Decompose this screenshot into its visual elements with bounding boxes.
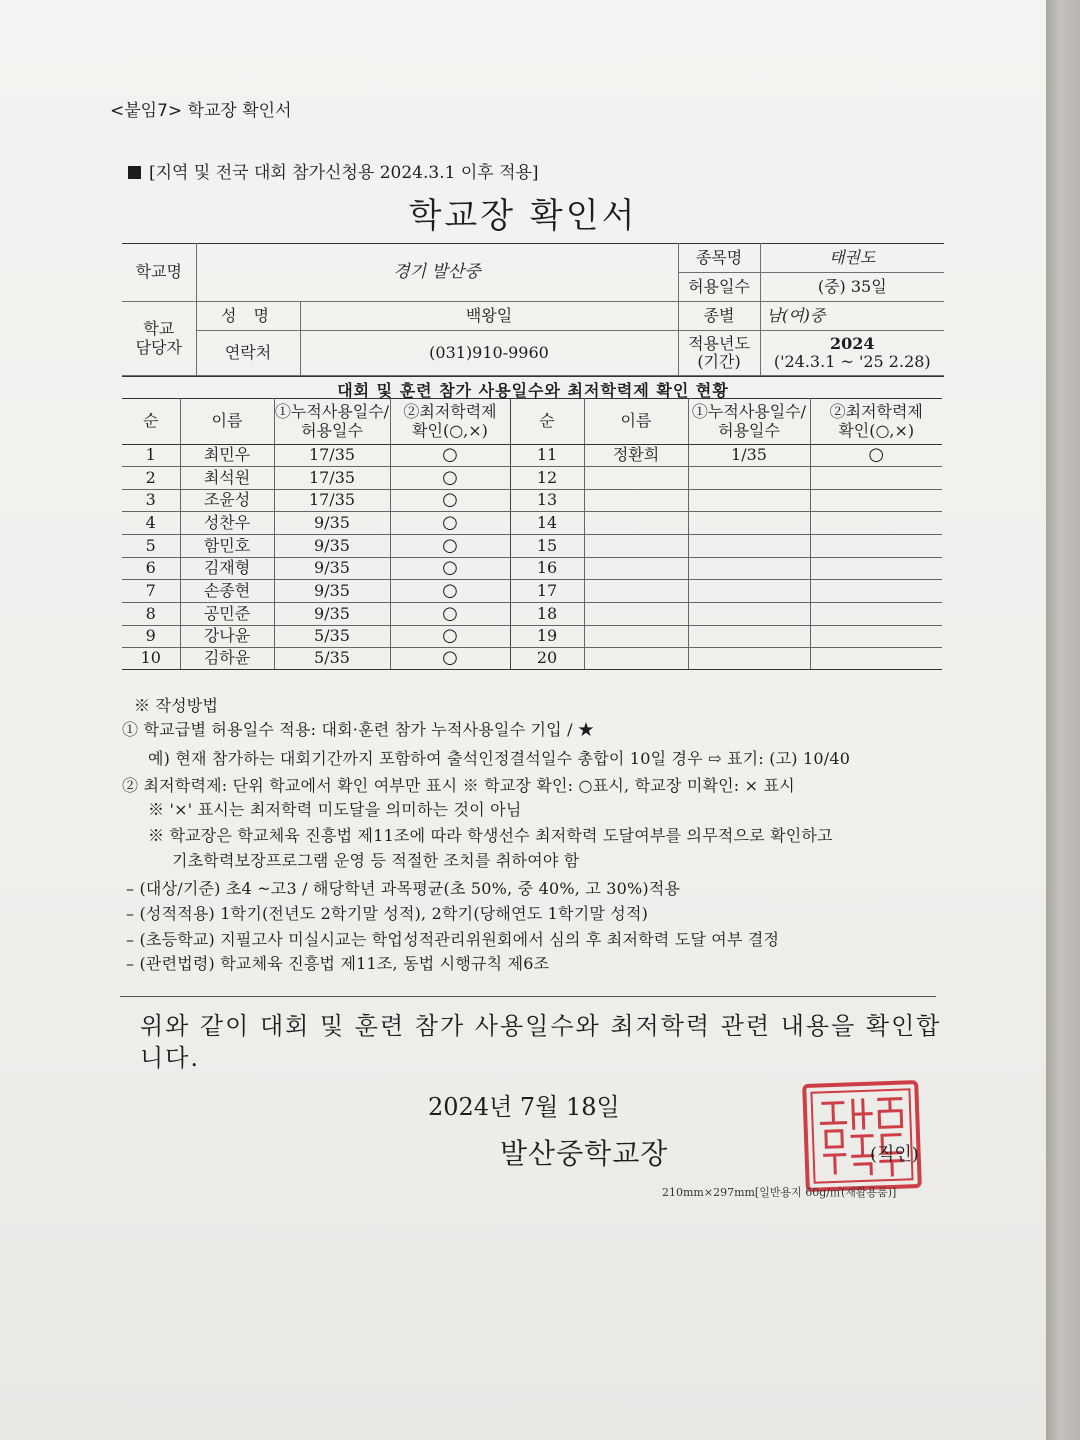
table-row	[122, 512, 942, 535]
table-row	[122, 490, 942, 512]
table-row	[122, 558, 942, 580]
year-label	[678, 331, 760, 376]
days-used: 17/35	[274, 467, 390, 490]
student-name	[584, 467, 688, 490]
days-used: 9/35	[274, 535, 390, 558]
confirmation-text-line-1: 위와 같이 대회 및 훈련 참가 사용일수와 최저학력 관련 내용을 확인합	[140, 1012, 942, 1040]
student-name: 공민준	[180, 603, 274, 626]
days-used	[688, 648, 810, 670]
official-seal	[802, 1080, 922, 1192]
manager-label	[122, 302, 196, 376]
principal-title: 발산중학교장	[500, 1137, 669, 1170]
gender-label: 종별	[678, 302, 760, 331]
section-divider	[120, 996, 936, 997]
header-no-left: 순	[122, 399, 180, 445]
student-name: 김재형	[180, 558, 274, 580]
year-label-line-2: (기간)	[697, 352, 741, 371]
row-number: 4	[122, 512, 180, 535]
note-line: – (대상/기준) 초4 ~고3 / 해당학년 과목평균(초 50%, 중 40%, 고 30%)적용	[126, 879, 681, 898]
allowed-days-value: (중) 35일	[760, 273, 944, 302]
student-name	[584, 535, 688, 558]
scope-label	[128, 158, 539, 183]
table-surface-edge	[1046, 0, 1080, 1440]
note-line: – (성적적용) 1학기(전년도 2학기말 성적), 2학기(당해연도 1학기말 성적)	[126, 904, 649, 923]
academic-check	[810, 603, 942, 626]
allowed-days-label: 허용일수	[678, 273, 760, 302]
header-days-left	[274, 399, 390, 445]
scope-text: [지역 및 전국 대회 참가신청용 2024.3.1 이후 적용]	[149, 163, 539, 183]
student-name	[584, 580, 688, 603]
row-number: 8	[122, 603, 180, 626]
header-days-line-2: 허용일수	[301, 420, 363, 440]
academic-check: ○	[810, 445, 942, 467]
row-number: 3	[122, 490, 180, 512]
row-number: 16	[510, 558, 584, 580]
days-used: 5/35	[274, 626, 390, 648]
row-number: 19	[510, 626, 584, 648]
days-used	[688, 580, 810, 603]
header-days-right	[688, 399, 810, 445]
row-number: 11	[510, 445, 584, 467]
academic-check	[810, 626, 942, 648]
days-used	[688, 535, 810, 558]
row-number: 1	[122, 445, 180, 467]
student-name	[584, 648, 688, 670]
confirmation-date: 2024년 7월 18일	[428, 1093, 620, 1121]
days-used: 9/35	[274, 603, 390, 626]
days-used: 9/35	[274, 580, 390, 603]
student-name	[584, 603, 688, 626]
academic-check	[810, 535, 942, 558]
days-used	[688, 626, 810, 648]
academic-check	[810, 558, 942, 580]
year-label-line-1: 적용년도	[688, 333, 750, 353]
attachment-label: <붙임7> 학교장 확인서	[110, 101, 292, 121]
student-name: 강나윤	[180, 626, 274, 648]
student-name: 김하윤	[180, 648, 274, 670]
name-label: 성 명	[196, 302, 300, 331]
header-confirm-line-2: 확인(○,×)	[412, 420, 488, 440]
header-confirm-line-1: ②최저학력제	[403, 402, 497, 422]
row-number: 13	[510, 490, 584, 512]
paper-spec-footer: 210mm×297mm[일반용지 60g/㎡(재활용품)]	[662, 1186, 897, 1199]
days-used	[688, 512, 810, 535]
school-name-value: 경기 발산중	[196, 244, 678, 302]
row-number: 12	[510, 467, 584, 490]
academic-check: ○	[390, 603, 510, 626]
student-name: 함민호	[180, 535, 274, 558]
manager-label-line-1: 학교	[143, 319, 175, 339]
academic-check	[810, 580, 942, 603]
academic-check: ○	[390, 535, 510, 558]
student-name	[584, 490, 688, 512]
days-used	[688, 467, 810, 490]
note-line: – (초등학교) 지필고사 미실시교는 학업성적관리위원회에서 심의 후 최저학력 도달 여부 결정	[126, 930, 780, 949]
row-number: 18	[510, 603, 584, 626]
table-row	[122, 445, 942, 467]
row-number: 14	[510, 512, 584, 535]
notes-heading: ※ 작성방법	[134, 696, 219, 715]
academic-check	[810, 490, 942, 512]
row-number: 6	[122, 558, 180, 580]
seal-script-icon	[812, 1090, 911, 1181]
note-line: ② 최저학력제: 단위 학교에서 확인 여부만 표시 ※ 학교장 확인: ○표시, 학교장 미확인: × 표시	[122, 776, 795, 795]
sport-value: 태권도	[760, 244, 944, 273]
confirmation-text-line-2: 니다.	[140, 1044, 200, 1072]
info-table	[122, 243, 944, 376]
header-days-line-2: 허용일수	[718, 420, 780, 440]
academic-check: ○	[390, 626, 510, 648]
row-number: 17	[510, 580, 584, 603]
seal-inner-frame	[810, 1088, 913, 1183]
table-row	[122, 580, 942, 603]
student-name	[584, 626, 688, 648]
contact-label: 연락처	[196, 331, 300, 376]
academic-check	[810, 467, 942, 490]
student-name: 최석원	[180, 467, 274, 490]
row-number: 2	[122, 467, 180, 490]
row-number: 7	[122, 580, 180, 603]
seal-note: (직인)	[870, 1144, 919, 1165]
athlete-status-table	[122, 398, 942, 670]
year-period: ('24.3.1 ~ '25 2.28)	[773, 352, 931, 371]
days-used: 17/35	[274, 490, 390, 512]
header-name-right: 이름	[584, 399, 688, 445]
days-used	[688, 490, 810, 512]
note-line: ① 학교급별 허용일수 적용: 대회·훈련 참가 누적사용일수 기입 / ★	[122, 720, 595, 739]
note-line: – (관련법령) 학교체육 진흥법 제11조, 동법 시행규칙 제6조	[126, 954, 550, 973]
student-name	[584, 558, 688, 580]
row-number: 20	[510, 648, 584, 670]
days-used	[688, 558, 810, 580]
header-confirm-line-1: ②최저학력제	[829, 402, 923, 422]
days-used: 17/35	[274, 445, 390, 467]
academic-check	[810, 648, 942, 670]
academic-check: ○	[390, 558, 510, 580]
academic-check: ○	[390, 512, 510, 535]
header-days-line-1: ①누적사용일수/	[691, 402, 807, 422]
header-no-right: 순	[510, 399, 584, 445]
note-line: 기초학력보장프로그램 운영 등 적절한 조치를 취하여야 함	[172, 851, 580, 870]
row-number: 10	[122, 648, 180, 670]
row-number: 5	[122, 535, 180, 558]
student-name: 최민우	[180, 445, 274, 467]
student-name: 손종현	[180, 580, 274, 603]
status-section-title: 대회 및 훈련 참가 사용일수와 최저학력제 확인 현황	[122, 376, 944, 401]
square-bullet-icon	[128, 166, 141, 179]
academic-check: ○	[390, 580, 510, 603]
school-name-label: 학교명	[122, 244, 196, 302]
header-confirm-left	[390, 399, 510, 445]
days-used: 5/35	[274, 648, 390, 670]
academic-check: ○	[390, 490, 510, 512]
year-value	[760, 331, 944, 376]
table-row	[122, 603, 942, 626]
academic-check: ○	[390, 648, 510, 670]
student-name	[584, 512, 688, 535]
note-line: ※ '×' 표시는 최저학력 미도달을 의미하는 것이 아님	[148, 800, 522, 819]
table-row	[122, 535, 942, 558]
days-used: 9/35	[274, 512, 390, 535]
page-title: 학교장 확인서	[408, 196, 638, 236]
header-days-line-1: ①누적사용일수/	[274, 402, 390, 422]
gender-value: 남(여)중	[760, 302, 944, 331]
header-confirm-line-2: 확인(○,×)	[838, 420, 915, 440]
student-name: 정환희	[584, 445, 688, 467]
days-used: 9/35	[274, 558, 390, 580]
manager-label-line-2: 담당자	[135, 337, 182, 357]
sport-label: 종목명	[678, 244, 760, 273]
table-body	[122, 445, 942, 670]
student-name: 조윤성	[180, 490, 274, 512]
table-row	[122, 648, 942, 670]
contact-value: (031)910-9960	[300, 331, 678, 376]
academic-check	[810, 512, 942, 535]
days-used: 1/35	[688, 445, 810, 467]
row-number: 9	[122, 626, 180, 648]
table-row	[122, 626, 942, 648]
header-confirm-right	[810, 399, 942, 445]
year-number: 2024	[830, 333, 875, 353]
student-name: 성찬우	[180, 512, 274, 535]
table-header-row	[122, 399, 942, 445]
note-line: ※ 학교장은 학교체육 진흥법 제11조에 따라 학생선수 최저학력 도달여부를 의무적으로 확인하고	[148, 826, 833, 845]
academic-check: ○	[390, 467, 510, 490]
manager-name-value: 백왕일	[300, 302, 678, 331]
header-name-left: 이름	[180, 399, 274, 445]
row-number: 15	[510, 535, 584, 558]
days-used	[688, 603, 810, 626]
table-row	[122, 467, 942, 490]
note-line: 예) 현재 참가하는 대회기간까지 포함하여 출석인정결석일수 총합이 10일 경우 ⇨ 표기: (고) 10/40	[148, 749, 851, 768]
academic-check: ○	[390, 445, 510, 467]
